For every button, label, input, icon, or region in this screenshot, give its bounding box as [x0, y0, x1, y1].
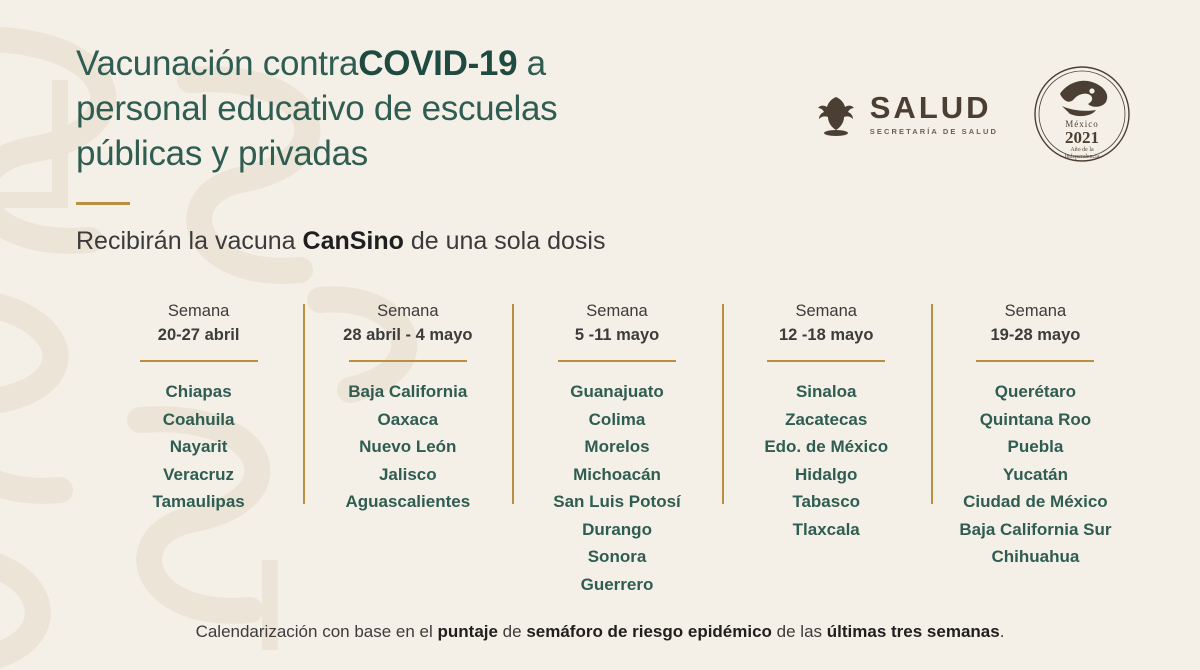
- week-label: Semana: [795, 302, 857, 321]
- subtitle: [76, 227, 1140, 256]
- page-title: [76, 42, 557, 176]
- subtitle-vaccine-name: CanSino: [302, 227, 404, 256]
- list-item: Coahuila: [162, 409, 235, 429]
- footer-part-2: de: [497, 622, 527, 641]
- list-item: Quintana Roo: [979, 409, 1092, 429]
- week-label: Semana: [586, 302, 648, 321]
- salud-logo: [814, 91, 998, 137]
- state-list: [522, 378, 711, 598]
- list-item: Baja California: [348, 382, 468, 402]
- list-item: Jalisco: [378, 464, 437, 484]
- week-heading: [941, 300, 1130, 348]
- subtitle-part-1: Recibirán la vacuna: [76, 227, 303, 256]
- state-list: [941, 378, 1130, 571]
- list-item: Colima: [588, 409, 646, 429]
- schedule-columns: [76, 300, 1140, 598]
- salud-wordmark: [870, 92, 998, 136]
- list-item: Chihuahua: [991, 547, 1080, 567]
- week-label: Semana: [167, 302, 230, 321]
- footer-bold-2: semáforo de riesgo epidémico: [526, 622, 772, 641]
- state-list: [732, 378, 921, 543]
- week-heading: [732, 300, 921, 348]
- week-dates: 19-28 mayo: [990, 326, 1081, 345]
- title-line-3: públicas y privadas: [76, 133, 368, 173]
- list-item: Guanajuato: [570, 382, 664, 402]
- footer-bold-3: últimas tres semanas: [826, 622, 1000, 641]
- week-dates: 20-27 abril: [157, 326, 240, 345]
- column-underline: [767, 360, 885, 362]
- footer-part-3: de las: [771, 622, 827, 641]
- state-list: [313, 378, 502, 516]
- footer-part-1: Calendarización con base en el: [195, 622, 438, 641]
- schedule-column: [722, 300, 931, 598]
- list-item: Aguascalientes: [345, 492, 471, 512]
- list-item: Morelos: [584, 437, 650, 457]
- footer-bold-1: puntaje: [437, 622, 498, 641]
- week-dates: 28 abril - 4 mayo: [343, 326, 473, 345]
- logo-group: [814, 42, 1140, 164]
- list-item: Nayarit: [169, 437, 228, 457]
- column-underline: [976, 360, 1094, 362]
- list-item: Puebla: [1007, 437, 1064, 457]
- schedule-column: [94, 300, 303, 598]
- week-dates: 12 -18 mayo: [778, 326, 874, 345]
- title-line-2: personal educativo de escuelas: [76, 88, 558, 128]
- list-item: Edo. de México: [764, 437, 889, 457]
- svg-text:Independencia: Independencia: [1064, 154, 1100, 160]
- svg-text:Año de la: Año de la: [1070, 147, 1094, 153]
- national-eagle-icon: [814, 91, 858, 137]
- list-item: Baja California Sur: [959, 519, 1112, 539]
- list-item: Veracruz: [163, 464, 235, 484]
- list-item: Querétaro: [994, 382, 1077, 402]
- divider-rule: [76, 202, 130, 205]
- schedule-column: [303, 300, 512, 598]
- salud-word: SALUD: [869, 90, 992, 125]
- list-item: San Luis Potosí: [553, 492, 681, 512]
- week-label: Semana: [1004, 302, 1067, 321]
- state-list: [104, 378, 293, 516]
- list-item: Yucatán: [1002, 464, 1069, 484]
- column-underline: [140, 360, 258, 362]
- list-item: Hidalgo: [795, 464, 858, 484]
- list-item: Oaxaca: [377, 409, 439, 429]
- mexico-2021-seal: [1032, 64, 1132, 164]
- week-heading: [522, 300, 711, 348]
- list-item: Guerrero: [580, 574, 654, 594]
- column-underline: [558, 360, 676, 362]
- column-underline: [349, 360, 467, 362]
- week-dates: 5 -11 mayo: [574, 326, 660, 345]
- subtitle-part-2: de una sola dosis: [403, 227, 606, 256]
- salud-subtitle: SECRETARÍA DE SALUD: [869, 127, 998, 136]
- svg-text:2021: 2021: [1065, 128, 1099, 147]
- schedule-column: [931, 300, 1140, 598]
- title-part-2: a: [517, 44, 546, 83]
- list-item: Durango: [582, 519, 652, 539]
- list-item: Tabasco: [792, 492, 861, 512]
- footer-note: [0, 622, 1200, 642]
- list-item: Ciudad de México: [963, 492, 1108, 512]
- footer-part-4: .: [999, 622, 1005, 641]
- title-part-1: Vacunación contra: [76, 44, 359, 83]
- list-item: Chiapas: [165, 382, 232, 402]
- title-covid: COVID-19: [358, 44, 518, 83]
- list-item: Tamaulipas: [152, 492, 245, 512]
- list-item: Nuevo León: [359, 437, 457, 457]
- list-item: Zacatecas: [785, 409, 868, 429]
- week-label: Semana: [377, 302, 439, 321]
- schedule-column: [512, 300, 721, 598]
- header: [76, 42, 1140, 176]
- list-item: Sonora: [587, 547, 647, 567]
- week-heading: [104, 300, 293, 348]
- list-item: Sinaloa: [795, 382, 857, 402]
- list-item: Michoacán: [573, 464, 661, 484]
- svg-text:México: México: [1065, 119, 1099, 129]
- week-heading: [313, 300, 502, 348]
- list-item: Tlaxcala: [792, 519, 860, 539]
